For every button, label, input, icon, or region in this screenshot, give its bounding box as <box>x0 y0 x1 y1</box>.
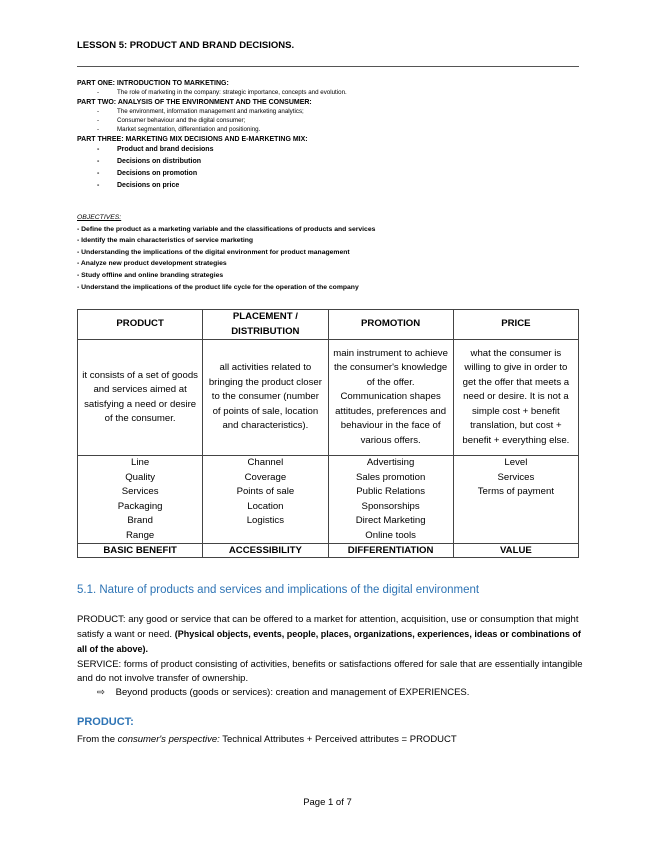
course-outline <box>77 79 597 192</box>
objective-item: - Define the product as a marketing variable and the classifications of products and services <box>77 225 376 233</box>
part-one-title: PART ONE: INTRODUCTION TO MARKETING: <box>77 80 229 87</box>
header-price: PRICE <box>453 310 578 340</box>
footer-differentiation: DIFFERENTIATION <box>328 544 453 558</box>
promotion-elements: Advertising Sales promotion Public Relations Sponsorships Direct Marketing Online tools <box>328 456 453 544</box>
footer-basic-benefit: BASIC BENEFIT <box>78 544 203 558</box>
table-header-row <box>78 310 579 340</box>
objectives-title: OBJECTIVES: <box>77 214 122 221</box>
objective-item: - Analyze new product development strategies <box>77 260 227 268</box>
part-three-title: PART THREE: MARKETING MIX DECISIONS AND E-MARKETING MIX: <box>77 135 308 143</box>
outline-item: - Decisions on distribution <box>97 158 202 166</box>
product-heading: PRODUCT: <box>77 716 134 728</box>
service-definition: SERVICE: forms of product consisting of activities, benefits or satisfactions offered for sale that are essentially intangible and do not involve transfer of ownership. <box>77 658 583 684</box>
table-row <box>78 340 579 456</box>
table-footer-row <box>78 544 579 558</box>
header-product: PRODUCT <box>78 310 203 340</box>
table-row <box>78 456 579 544</box>
product-perspective: From the consumer's perspective: Technical Attributes + Perceived attributes = PRODUCT <box>77 734 457 745</box>
header-placement: PLACEMENT / DISTRIBUTION <box>203 310 328 340</box>
promotion-description: main instrument to achieve the consumer's knowledge of the offer. Communication shapes attitudes, preferences and behaviour in the face of various offers. <box>328 340 453 456</box>
part-two-title: PART TWO: ANALYSIS OF THE ENVIRONMENT AND THE CONSUMER: <box>77 98 312 106</box>
objective-item: - Identify the main characteristics of service marketing <box>77 237 254 245</box>
marketing-mix-table <box>77 309 579 558</box>
outline-item: - Consumer behaviour and the digital consumer; <box>97 117 246 125</box>
header-divider <box>77 66 579 67</box>
footer-value: VALUE <box>453 544 578 558</box>
experiences-note: ⇨ Beyond products (goods or services): creation and management of EXPERIENCES. <box>97 687 470 699</box>
footer-accessibility: ACCESSIBILITY <box>203 544 328 558</box>
product-description: it consists of a set of goods and services aimed at satisfying a need or desire of the consumer. <box>78 340 203 456</box>
outline-item: - Decisions on price <box>97 182 180 190</box>
page-number: Page 1 of 7 <box>303 797 352 808</box>
outline-item: - Market segmentation, differentiation and positioning. <box>97 126 261 134</box>
section-body <box>77 613 583 700</box>
placement-elements: Channel Coverage Points of sale Location Logistics <box>203 456 328 544</box>
outline-item: - Product and brand decisions <box>97 146 214 154</box>
placement-description: all activities related to bringing the product closer to the consumer (number of points of sale, location and characteristics). <box>203 340 328 456</box>
outline-item: - The role of marketing in the company: strategic importance, concepts and evolution. <box>97 89 347 97</box>
price-description: what the consumer is willing to give in order to get the offer that meets a need or desire. It is not a simple cost + benefit translation, but cost + benefit + everything else. <box>453 340 578 456</box>
section-heading: 5.1. Nature of products and services and implications of the digital environment <box>77 584 480 596</box>
price-elements: Level Services Terms of payment <box>453 456 578 544</box>
objective-item: - Understand the implications of the product life cycle for the operation of the company <box>77 283 359 291</box>
product-definition: PRODUCT: any good or service that can be offered to a market for attention, acquisition, use or consumption that might satisfy a want or need. (Physical objects, events, people, places, organizations, experiences, ideas or combinations of all of the above). <box>77 614 581 655</box>
objectives <box>77 212 597 293</box>
outline-item: - The environment, information management and marketing analytics; <box>97 107 304 115</box>
objective-item: - Understanding the implications of the digital environment for product management <box>77 248 350 256</box>
header-promotion: PROMOTION <box>328 310 453 340</box>
product-elements: Line Quality Services Packaging Brand Range <box>78 456 203 544</box>
arrow-right-icon: ⇨ <box>97 687 105 699</box>
lesson-title: LESSON 5: PRODUCT AND BRAND DECISIONS. <box>77 40 295 51</box>
outline-item: - Decisions on promotion <box>97 170 198 178</box>
objective-item: - Study offline and online branding strategies <box>77 271 224 279</box>
